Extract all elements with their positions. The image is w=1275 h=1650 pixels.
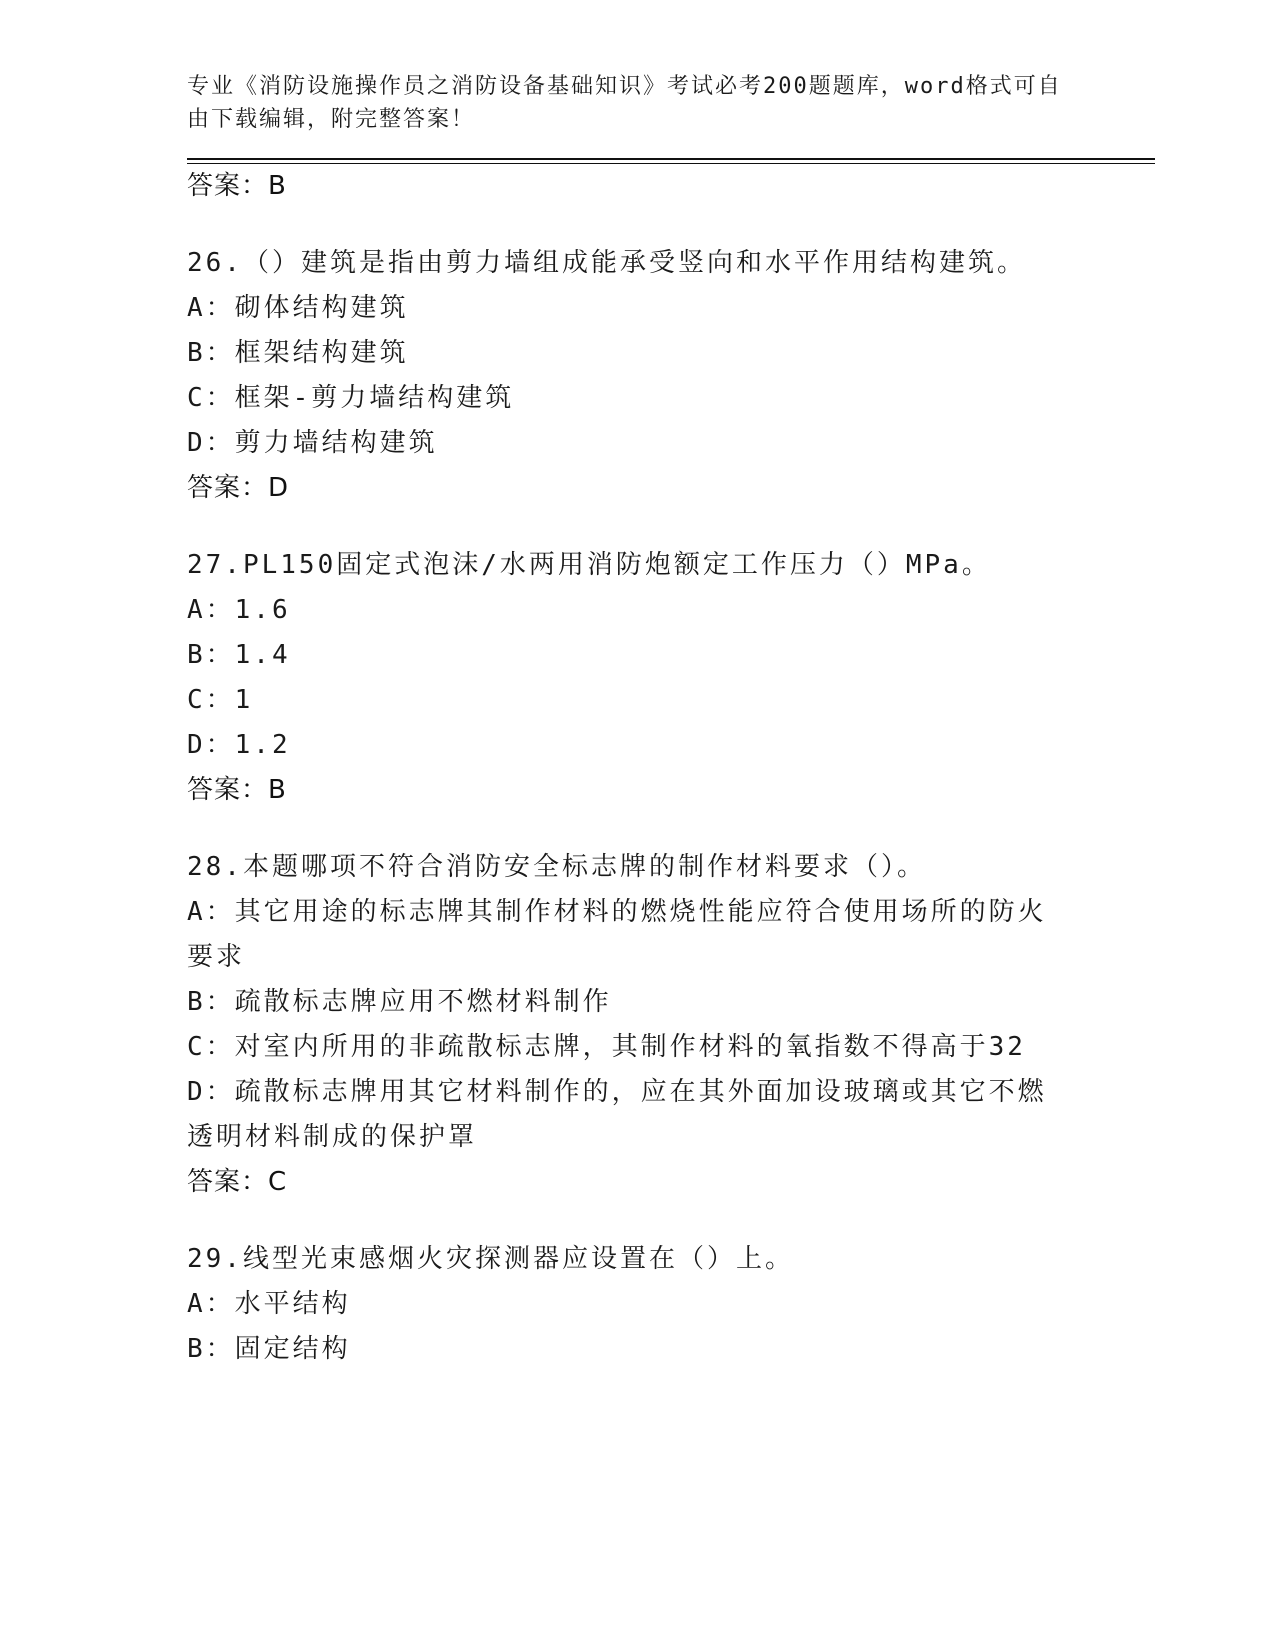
question-stem: 28.本题哪项不符合消防安全标志牌的制作材料要求（）。 xyxy=(187,852,926,882)
option-a: A：其它用途的标志牌其制作材料的燃烧性能应符合使用场所的防火要求 xyxy=(187,897,1047,972)
question-26 xyxy=(187,241,1147,511)
question-28 xyxy=(187,845,1147,1205)
option-d: D：疏散标志牌用其它材料制作的，应在其外面加设玻璃或其它不燃透明材料制成的保护罩 xyxy=(187,1077,1047,1152)
question-stem: 26.（）建筑是指由剪力墙组成能承受竖向和水平作用结构建筑。 xyxy=(187,248,1026,278)
option-d: D：1.2 xyxy=(187,730,291,760)
question-answer: 答案：C xyxy=(187,1167,288,1197)
question-27 xyxy=(187,543,1147,813)
option-a: A：1.6 xyxy=(187,595,291,625)
option-c: C：1 xyxy=(187,685,254,715)
header-divider xyxy=(187,158,1155,160)
option-d: D：剪力墙结构建筑 xyxy=(187,428,438,458)
option-a: A：砌体结构建筑 xyxy=(187,293,409,323)
previous-answer: 答案：B xyxy=(187,171,287,201)
question-stem: 29.线型光束感烟火灾探测器应设置在（）上。 xyxy=(187,1244,794,1274)
option-b: B：固定结构 xyxy=(187,1334,351,1364)
document-page xyxy=(187,70,1147,1372)
option-b: B：框架结构建筑 xyxy=(187,338,409,368)
question-29 xyxy=(187,1237,1147,1372)
question-list xyxy=(187,164,1147,1372)
option-c: C：框架-剪力墙结构建筑 xyxy=(187,383,515,413)
question-answer: 答案：B xyxy=(187,775,287,805)
option-a: A：水平结构 xyxy=(187,1289,351,1319)
document-header: 专业《消防设施操作员之消防设备基础知识》考试必考200题题库，word格式可自由下载编辑，附完整答案！ xyxy=(187,74,1062,132)
option-b: B：疏散标志牌应用不燃材料制作 xyxy=(187,987,612,1017)
option-c: C：对室内所用的非疏散标志牌，其制作材料的氧指数不得高于32 xyxy=(187,1032,1026,1062)
option-b: B：1.4 xyxy=(187,640,291,670)
question-stem: 27.PL150固定式泡沫/水两用消防炮额定工作压力（）MPa。 xyxy=(187,550,991,580)
question-answer: 答案：D xyxy=(187,473,290,503)
